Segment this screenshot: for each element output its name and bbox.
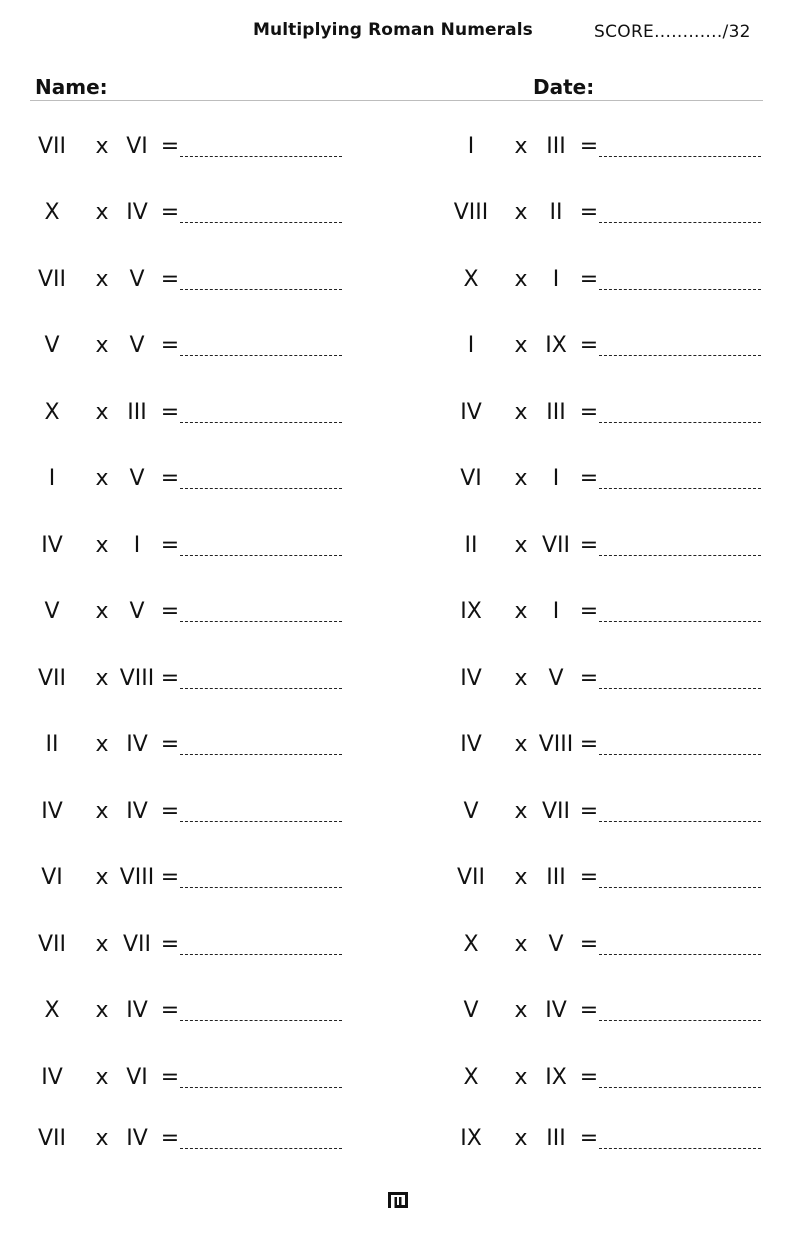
answer-blank[interactable] (180, 289, 342, 290)
answer-blank[interactable] (599, 821, 761, 822)
equals-sign: = (160, 267, 180, 292)
second-numeral: IV (545, 998, 567, 1023)
multiply-sign: x (95, 932, 109, 957)
second-numeral: VIII (119, 865, 155, 890)
answer-blank[interactable] (599, 289, 761, 290)
answer-blank[interactable] (180, 821, 342, 822)
equals-sign: = (579, 732, 599, 757)
date-label: Date: (533, 75, 595, 99)
answer-blank[interactable] (180, 954, 342, 955)
first-numeral: X (44, 200, 60, 225)
answer-blank[interactable] (599, 1087, 761, 1088)
second-numeral: III (127, 400, 147, 425)
answer-blank[interactable] (599, 954, 761, 955)
second-numeral: V (129, 599, 145, 624)
second-numeral: I (552, 267, 560, 292)
equals-sign: = (579, 1126, 599, 1151)
first-numeral: X (463, 932, 479, 957)
first-numeral: VII (456, 865, 486, 890)
second-numeral: V (129, 466, 145, 491)
second-numeral: VIII (538, 732, 574, 757)
second-numeral: V (129, 267, 145, 292)
multiply-sign: x (95, 865, 109, 890)
answer-blank[interactable] (180, 1148, 342, 1149)
equals-sign: = (579, 998, 599, 1023)
answer-blank[interactable] (180, 621, 342, 622)
equals-sign: = (160, 666, 180, 691)
second-numeral: V (548, 666, 564, 691)
equals-sign: = (160, 200, 180, 225)
second-numeral: VII (541, 799, 571, 824)
equals-sign: = (579, 466, 599, 491)
equals-sign: = (160, 333, 180, 358)
answer-blank[interactable] (599, 621, 761, 622)
first-numeral: IX (460, 599, 482, 624)
answer-blank[interactable] (180, 422, 342, 423)
answer-blank[interactable] (180, 688, 342, 689)
equals-sign: = (579, 533, 599, 558)
first-numeral: IV (41, 799, 63, 824)
first-numeral: IV (41, 533, 63, 558)
first-numeral: VI (460, 466, 482, 491)
multiply-sign: x (514, 732, 528, 757)
answer-blank[interactable] (599, 488, 761, 489)
second-numeral: VIII (119, 666, 155, 691)
equals-sign: = (579, 599, 599, 624)
multiply-sign: x (514, 333, 528, 358)
answer-blank[interactable] (180, 156, 342, 157)
first-numeral: VII (37, 932, 67, 957)
first-numeral: X (44, 998, 60, 1023)
answer-blank[interactable] (599, 355, 761, 356)
second-numeral: IV (126, 732, 148, 757)
first-numeral: VIII (453, 200, 489, 225)
multiply-sign: x (514, 1126, 528, 1151)
multiply-sign: x (95, 466, 109, 491)
multiply-sign: x (514, 998, 528, 1023)
second-numeral: VII (541, 533, 571, 558)
multiply-sign: x (514, 466, 528, 491)
equals-sign: = (579, 267, 599, 292)
equals-sign: = (160, 799, 180, 824)
answer-blank[interactable] (180, 1087, 342, 1088)
second-numeral: IX (545, 1065, 567, 1090)
multiply-sign: x (514, 134, 528, 159)
answer-blank[interactable] (180, 1020, 342, 1021)
worksheet-title: Multiplying Roman Numerals (253, 20, 533, 40)
equals-sign: = (160, 998, 180, 1023)
equals-sign: = (160, 932, 180, 957)
first-numeral: IV (41, 1065, 63, 1090)
equals-sign: = (579, 666, 599, 691)
multiply-sign: x (514, 200, 528, 225)
equals-sign: = (160, 732, 180, 757)
equals-sign: = (160, 400, 180, 425)
answer-blank[interactable] (599, 422, 761, 423)
answer-blank[interactable] (599, 156, 761, 157)
first-numeral: I (467, 134, 475, 159)
answer-blank[interactable] (599, 754, 761, 755)
equals-sign: = (160, 865, 180, 890)
second-numeral: II (549, 200, 563, 225)
answer-blank[interactable] (599, 222, 761, 223)
multiply-sign: x (514, 799, 528, 824)
equals-sign: = (579, 799, 599, 824)
multiply-sign: x (95, 599, 109, 624)
first-numeral: IV (460, 732, 482, 757)
first-numeral: II (464, 533, 478, 558)
answer-blank[interactable] (180, 355, 342, 356)
multiply-sign: x (95, 1065, 109, 1090)
equals-sign: = (579, 865, 599, 890)
multiply-sign: x (514, 1065, 528, 1090)
answer-blank[interactable] (180, 555, 342, 556)
first-numeral: VII (37, 666, 67, 691)
second-numeral: I (133, 533, 141, 558)
second-numeral: IV (126, 200, 148, 225)
answer-blank[interactable] (599, 1148, 761, 1149)
header-divider (30, 100, 763, 101)
first-numeral: I (467, 333, 475, 358)
equals-sign: = (160, 599, 180, 624)
second-numeral: IV (126, 1126, 148, 1151)
first-numeral: V (463, 998, 479, 1023)
equals-sign: = (160, 134, 180, 159)
equals-sign: = (579, 400, 599, 425)
first-numeral: VII (37, 134, 67, 159)
equals-sign: = (160, 466, 180, 491)
equals-sign: = (579, 333, 599, 358)
equals-sign: = (579, 1065, 599, 1090)
multiply-sign: x (95, 333, 109, 358)
second-numeral: V (548, 932, 564, 957)
first-numeral: V (463, 799, 479, 824)
multiply-sign: x (95, 799, 109, 824)
name-label: Name: (35, 75, 108, 99)
multiply-sign: x (514, 400, 528, 425)
multiply-sign: x (514, 932, 528, 957)
multiply-sign: x (514, 666, 528, 691)
second-numeral: V (129, 333, 145, 358)
multiply-sign: x (95, 732, 109, 757)
answer-blank[interactable] (599, 1020, 761, 1021)
first-numeral: I (48, 466, 56, 491)
second-numeral: III (546, 865, 566, 890)
answer-blank[interactable] (599, 555, 761, 556)
second-numeral: III (546, 1126, 566, 1151)
second-numeral: III (546, 400, 566, 425)
multiply-sign: x (95, 666, 109, 691)
second-numeral: VII (122, 932, 152, 957)
second-numeral: IV (126, 998, 148, 1023)
second-numeral: I (552, 599, 560, 624)
first-numeral: VII (37, 267, 67, 292)
multiply-sign: x (95, 1126, 109, 1151)
answer-blank[interactable] (180, 887, 342, 888)
equals-sign: = (579, 932, 599, 957)
multiply-sign: x (95, 998, 109, 1023)
first-numeral: IV (460, 400, 482, 425)
first-numeral: IV (460, 666, 482, 691)
multiply-sign: x (95, 200, 109, 225)
multiply-sign: x (95, 400, 109, 425)
multiply-sign: x (514, 267, 528, 292)
second-numeral: VI (126, 134, 148, 159)
second-numeral: III (546, 134, 566, 159)
first-numeral: X (44, 400, 60, 425)
answer-blank[interactable] (180, 488, 342, 489)
answer-blank[interactable] (180, 222, 342, 223)
worksheet-logo-icon (387, 1191, 409, 1209)
first-numeral: VI (41, 865, 63, 890)
multiply-sign: x (514, 533, 528, 558)
first-numeral: VII (37, 1126, 67, 1151)
first-numeral: V (44, 599, 60, 624)
second-numeral: I (552, 466, 560, 491)
multiply-sign: x (95, 134, 109, 159)
score-field: SCORE............/32 (594, 22, 751, 42)
second-numeral: IV (126, 799, 148, 824)
first-numeral: V (44, 333, 60, 358)
first-numeral: X (463, 1065, 479, 1090)
equals-sign: = (160, 533, 180, 558)
answer-blank[interactable] (180, 754, 342, 755)
second-numeral: VI (126, 1065, 148, 1090)
equals-sign: = (160, 1065, 180, 1090)
equals-sign: = (579, 134, 599, 159)
first-numeral: IX (460, 1126, 482, 1151)
multiply-sign: x (95, 267, 109, 292)
second-numeral: IX (545, 333, 567, 358)
multiply-sign: x (95, 533, 109, 558)
equals-sign: = (160, 1126, 180, 1151)
first-numeral: X (463, 267, 479, 292)
multiply-sign: x (514, 599, 528, 624)
answer-blank[interactable] (599, 688, 761, 689)
equals-sign: = (579, 200, 599, 225)
answer-blank[interactable] (599, 887, 761, 888)
multiply-sign: x (514, 865, 528, 890)
first-numeral: II (45, 732, 59, 757)
